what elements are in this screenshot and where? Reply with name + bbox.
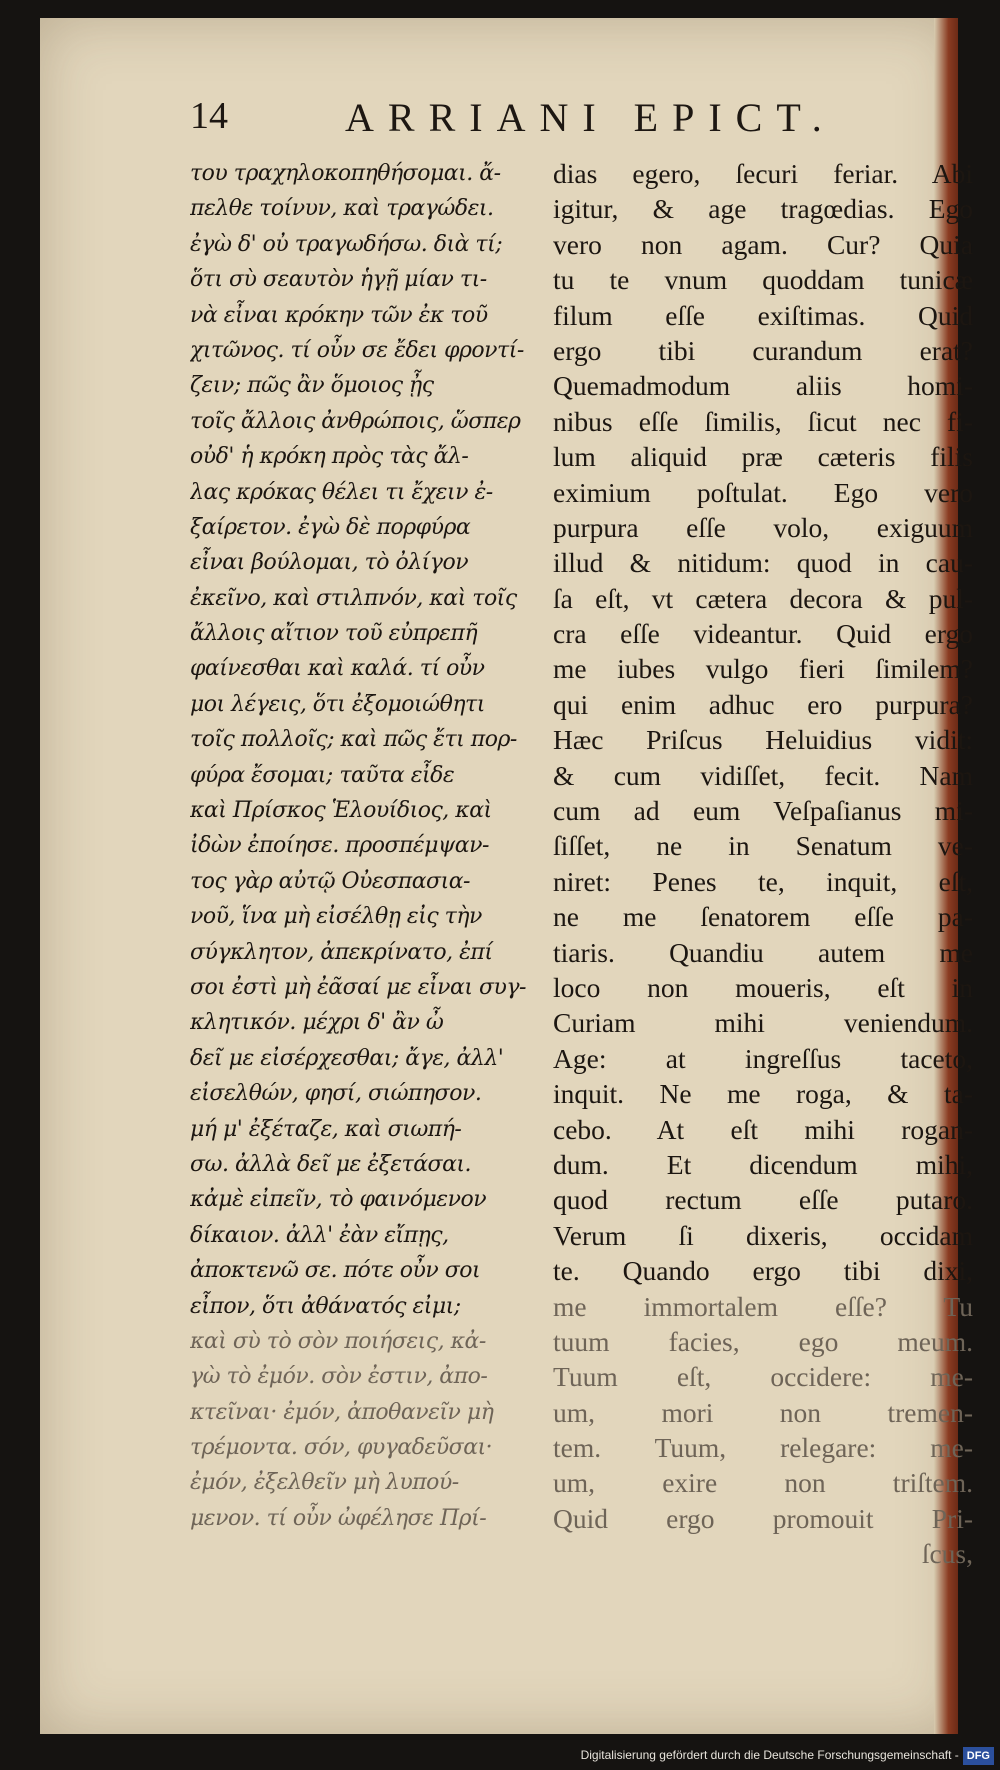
greek-text-line: τοῖς ἄλλοις ἀνθρώποις, ὥσπερ: [190, 408, 521, 434]
latin-text-line: Quid ergo promouit Pri-: [553, 1502, 973, 1534]
latin-text-line: quod rectum eſſe putaro.: [553, 1184, 973, 1216]
latin-text-line: ergo tibi curandum erat?: [553, 334, 973, 366]
page-header: [40, 94, 958, 154]
greek-text-line: νοῦ, ἵνα μὴ εἰσέλθῃ εἰς τὴν: [190, 904, 482, 930]
greek-text-line: ἰδὼν ἐποίησε. προσπέμψαν-: [190, 833, 489, 859]
greek-text-line: λας κρόκας θέλει τι ἔχειν ἐ-: [190, 479, 493, 505]
greek-text-line: ὅτι σὺ σεαυτὸν ἡγῇ μίαν τι-: [190, 267, 487, 293]
latin-text-line: cra eſſe videantur. Quid ergo: [553, 618, 973, 650]
latin-text-line: cebo. At eſt mihi rogan-: [553, 1113, 973, 1145]
page-number: 14: [190, 95, 228, 137]
greek-text-line: μοι λέγεις, ὅτι ἐξομοιώθητι: [190, 691, 485, 717]
greek-text-line: φύρα ἔσομαι; ταῦτα εἶδε: [190, 762, 455, 788]
greek-text-line: σοι ἐστὶ μὴ ἐᾶσαί με εἶναι συγ-: [190, 974, 526, 1000]
latin-text-line: niret: Penes te, inquit, eſt,: [553, 865, 973, 897]
latin-text-line: me immortalem eſſe? Tu: [553, 1290, 973, 1322]
latin-text-line: eximium poſtulat. Ego vero: [553, 476, 973, 508]
greek-text-line: του τραχηλοκοπηθήσομαι. ἄ-: [190, 161, 501, 186]
latin-text-line: dias egero, ſecuri feriar. Abi: [553, 158, 973, 189]
latin-text-line: ne me ſenatorem eſſe pa-: [553, 901, 973, 933]
latin-text-line: qui enim adhuc ero purpura?: [553, 688, 973, 720]
greek-text-line: δίκαιον. ἀλλ' ἐὰν εἴπῃς,: [190, 1222, 449, 1248]
latin-text-line: Curiam mihi veniendum.: [553, 1007, 973, 1039]
greek-text-line: τρέμοντα. σόν, φυγαδεῦσαι·: [190, 1435, 493, 1461]
latin-text-line: & cum vidiſſet, fecit. Nam: [553, 759, 973, 791]
greek-text-line: καὶ σὺ τὸ σὸν ποιήσεις, κἀ-: [190, 1328, 486, 1354]
greek-text-line: νὰ εἶναι κρόκην τῶν ἐκ τοῦ: [190, 302, 488, 328]
greek-text-line: χιτῶνος. τί οὖν σε ἔδει φροντί-: [190, 337, 524, 363]
greek-text-line: οὐδ' ἡ κρόκη πρὸς τὰς ἄλ-: [190, 444, 469, 470]
greek-text-line: ἀποκτενῶ σε. πότε οὖν σοι: [190, 1258, 481, 1284]
latin-text-line: Tuum eſt, occidere: me-: [553, 1361, 973, 1393]
greek-text-line: ἄλλοις αἴτιον τοῦ εὐπρεπῆ: [190, 621, 478, 647]
latin-text-line: ſa eſt, vt cætera decora & pul-: [553, 582, 973, 614]
latin-text-line: um, mori non tremen-: [553, 1396, 973, 1428]
latin-text-line: tem. Tuum, relegare: me-: [553, 1432, 973, 1464]
greek-text-line: ξαίρετον. ἐγὼ δὲ πορφύρα: [190, 514, 471, 540]
latin-text-line: purpura eſſe volo, exiguum: [553, 511, 973, 543]
latin-text-line: tu te vnum quoddam tunicæ: [553, 264, 973, 296]
greek-text-line: καὶ Πρίσκος Ἑλουίδιος, καὶ: [190, 798, 492, 824]
latin-text-line: cum ad eum Veſpaſianus mi-: [553, 795, 973, 827]
latin-text-line: um, exire non triſtem.: [553, 1467, 973, 1499]
latin-text-line: nibus eſſe ſimilis, ſicut nec fi-: [553, 405, 973, 437]
latin-text-line: tuum facies, ego meum.: [553, 1325, 973, 1357]
credit-text: Digitalisierung gefördert durch die Deutsche Forschungsgemeinschaft -: [580, 1748, 959, 1762]
greek-text-line: σω. ἀλλὰ δεῖ με ἐξετάσαι.: [190, 1151, 472, 1177]
latin-text-line: lum aliquid præ cæteris filis: [553, 441, 973, 473]
greek-text-line: τος γὰρ αὐτῷ Οὐεσπασια-: [190, 868, 470, 894]
latin-text-line: Age: at ingreſſus taceto,: [553, 1042, 973, 1074]
latin-text-line: me iubes vulgo fieri ſimilem?: [553, 653, 973, 685]
greek-text-line: ἐγὼ δ' οὐ τραγωδήσω. διὰ τί;: [190, 231, 503, 257]
greek-text-line: πελθε τοίνυν, καὶ τραγώδει.: [190, 196, 494, 222]
latin-text-line: vero non agam. Cur? Quia: [553, 228, 973, 260]
greek-text-line: εἶπον, ὅτι ἀθάνατός εἰμι;: [190, 1293, 461, 1319]
greek-text-line: μενον. τί οὖν ὠφέλησε Πρί-: [190, 1505, 487, 1531]
latin-text-column: [553, 156, 973, 1572]
greek-text-line: ἐμόν, ἐξελθεῖν μὴ λυπού-: [190, 1470, 459, 1496]
running-head: ARRIANI EPICT.: [345, 95, 836, 140]
latin-text-line: tiaris. Quandiu autem me: [553, 936, 973, 968]
greek-text-line: κἀμὲ εἰπεῖν, τὸ φαινόμενον: [190, 1187, 487, 1213]
greek-text-column: [190, 156, 560, 1536]
digitization-credit: [0, 1746, 994, 1764]
latin-text-line: igitur, & age tragœdias. Ego: [553, 193, 973, 225]
latin-text-line: filum eſſe exiſtimas. Quid: [553, 299, 973, 331]
greek-text-line: γὼ τὸ ἐμόν. σὸν ἐστιν, ἀπο-: [190, 1364, 488, 1390]
greek-text-line: ζειν; πῶς ἂν ὅμοιος ᾖς: [190, 373, 434, 399]
greek-text-line: τοῖς πολλοῖς; καὶ πῶς ἔτι πορ-: [190, 727, 517, 753]
latin-text-line: loco non moueris, eſt in: [553, 971, 973, 1003]
greek-text-line: κλητικόν. μέχρι δ' ἂν ὦ: [190, 1010, 444, 1036]
latin-text-line: te. Quando ergo tibi dixi,: [553, 1255, 973, 1287]
latin-text-line: Hæc Priſcus Heluidius vidit:: [553, 724, 973, 756]
latin-text-line: inquit. Ne me roga, & ta-: [553, 1078, 973, 1110]
latin-text-line: illud & nitidum: quod in cau-: [553, 547, 973, 579]
latin-text-line: ſcus,: [921, 1538, 973, 1570]
book-page: [40, 18, 973, 1734]
greek-text-line: κτεῖναι· ἐμόν, ἀποθανεῖν μὴ: [190, 1399, 494, 1425]
greek-text-line: μή μ' ἐξέταζε, καὶ σιωπή-: [190, 1116, 462, 1142]
greek-text-line: εἰσελθών, φησί, σιώπησον.: [190, 1081, 482, 1107]
greek-text-line: ἐκεῖνο, καὶ στιλπνόν, καὶ τοῖς: [190, 585, 517, 611]
latin-text-line: dum. Et dicendum mihi,: [553, 1148, 973, 1180]
dfg-logo: DFG: [963, 1747, 994, 1765]
greek-text-line: δεῖ με εἰσέρχεσθαι; ἄγε, ἀλλ': [190, 1045, 504, 1071]
greek-text-line: εἶναι βούλομαι, τὸ ὀλίγον: [190, 550, 469, 576]
greek-text-line: σύγκλητον, ἀπεκρίνατο, ἐπί: [190, 939, 493, 965]
latin-text-line: Quemadmodum aliis homi-: [553, 370, 973, 402]
latin-text-line: Verum ſi dixeris, occidam: [553, 1219, 973, 1251]
greek-text-line: φαίνεσθαι καὶ καλά. τί οὖν: [190, 656, 485, 682]
latin-text-line: ſiſſet, ne in Senatum ve-: [553, 830, 973, 862]
